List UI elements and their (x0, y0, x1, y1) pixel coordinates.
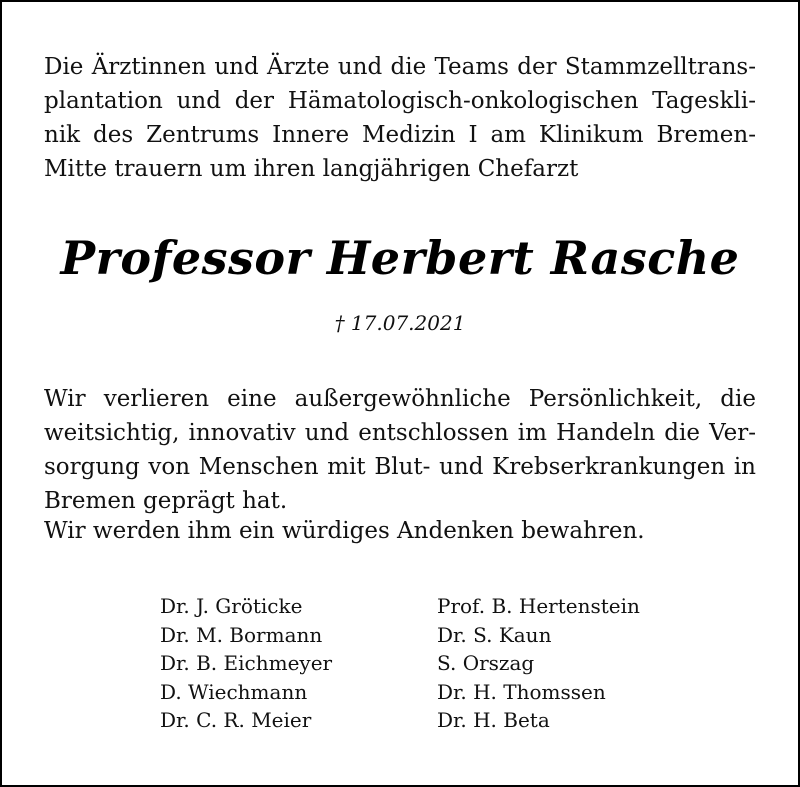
intro-line: Mitte trauern um ihren langjährigen Chefarzt (44, 156, 579, 182)
signatory-name: Dr. J. Gröticke (160, 594, 303, 618)
signatory-name: Dr. H. Beta (437, 708, 550, 732)
signatory-name: D. Wiechmann (160, 680, 308, 704)
tribute-line: sorgung von Menschen mit Blut- und Krebserkrankungen in (44, 454, 756, 480)
tribute-line: weitsichtig, innovativ und entschlossen im Handeln die Ver- (44, 420, 756, 446)
tribute-line: Wir werden ihm ein würdiges Andenken bewahren. (44, 518, 645, 544)
tribute-line: Wir verlieren eine außergewöhnliche Persönlichkeit, die (44, 386, 756, 412)
signatory-name: Prof. B. Hertenstein (437, 594, 640, 618)
intro-line: nik des Zentrums Innere Medizin I am Klinikum Bremen- (44, 122, 756, 148)
signatory-name: S. Orszag (437, 651, 535, 675)
signatory-name: Dr. S. Kaun (437, 623, 552, 647)
signatory-name: Dr. H. Thomssen (437, 680, 606, 704)
intro-line: Die Ärztinnen und Ärzte und die Teams der Stammzelltrans- (44, 54, 756, 80)
deceased-name: Professor Herbert Rasche (60, 231, 740, 285)
signatory-name: Dr. B. Eichmeyer (160, 651, 333, 675)
intro-line: plantation und der Hämatologisch-onkologischen Tageskli- (44, 88, 756, 114)
tribute-line: Bremen geprägt hat. (44, 488, 288, 514)
death-date: † 17.07.2021 (334, 311, 466, 335)
signatory-name: Dr. C. R. Meier (160, 708, 312, 732)
signatory-name: Dr. M. Bormann (160, 623, 323, 647)
